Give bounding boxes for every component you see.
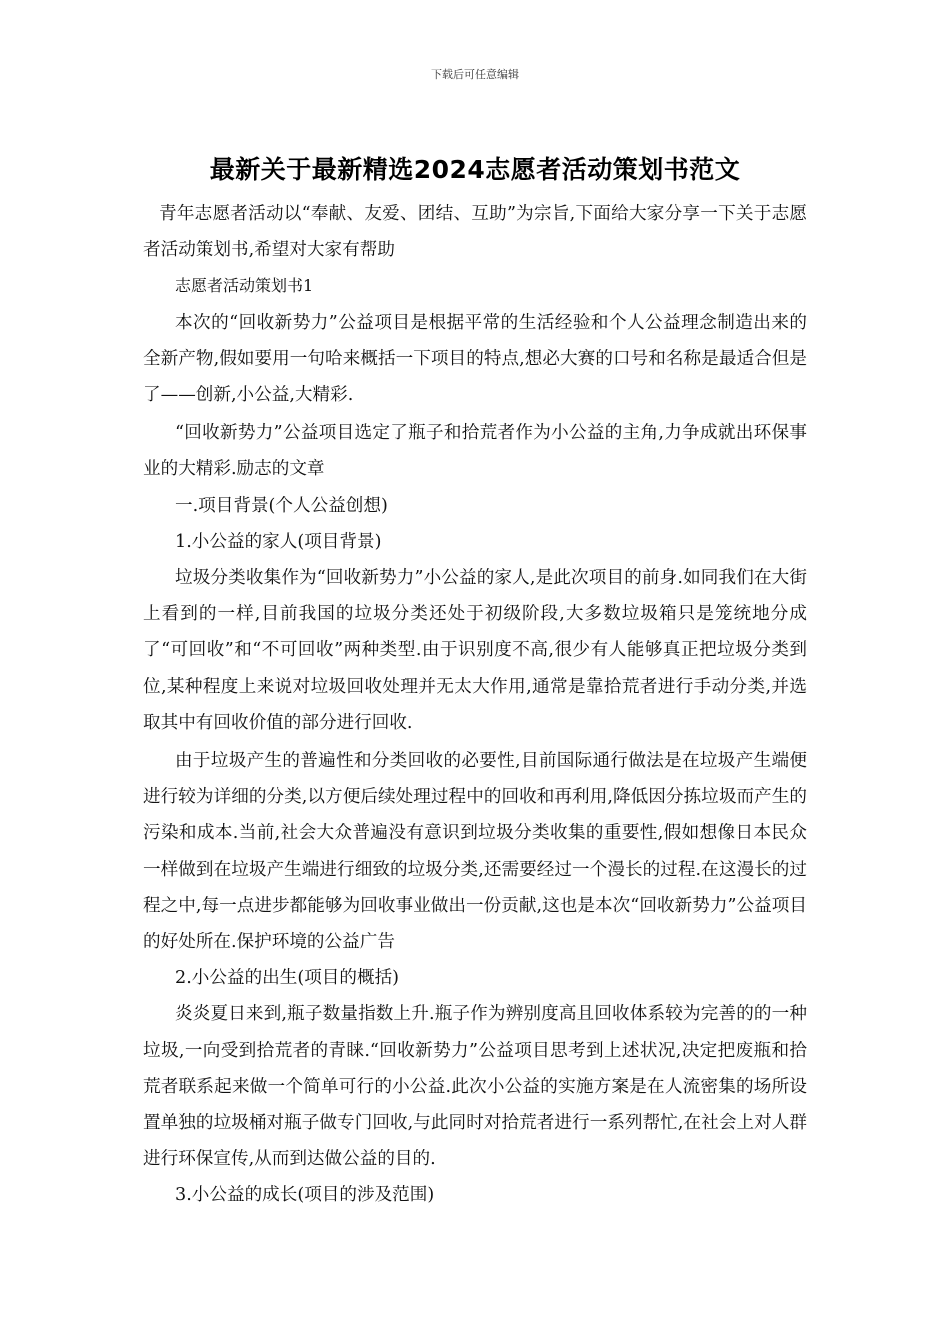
body-paragraph: “回收新势力”公益项目选定了瓶子和拾荒者作为小公益的主角,力争成就出环保事业的大精彩.励志的文章 bbox=[143, 423, 807, 480]
subsection-heading: 2.小公益的出生(项目的概括) bbox=[175, 968, 400, 989]
body-paragraph: 炎炎夏日来到,瓶子数量指数上升.瓶子作为辨别度高且回收体系较为完善的的一种垃圾,一向受到拾荒者的青睐.“回收新势力”公益项目思考到上述状况,决定把废瓶和拾荒者联系起来做一个简单可行的小公益.此次小公益的实施方案是在人流密集的场所设置单独的垃圾桶对瓶子做专门回收,与此同时对拾荒者进行一系列帮忙,在社会上对人群进行环保宣传,从而到达做公益的目的. bbox=[143, 1004, 807, 1170]
body-paragraph: 本次的“回收新势力”公益项目是根据平常的生活经验和个人公益理念制造出来的全新产物,假如要用一句哈来概括一下项目的特点,想必大赛的口号和名称是最适合但是了——创新,小公益,大精彩. bbox=[143, 312, 807, 406]
document-title: 最新关于最新精选2024志愿者活动策划书范文 bbox=[209, 155, 741, 184]
body-paragraph: 由于垃圾产生的普遍性和分类回收的必要性,目前国际通行做法是在垃圾产生端便进行较为详细的分类,以方便后续处理过程中的回收和再利用,降低因分拣垃圾而产生的污染和成本.当前,社会大众普遍没有意识到垃圾分类收集的重要性,假如想像日本民众一样做到在垃圾产生端进行细致的垃圾分类,还需要经过一个漫长的过程.在这漫长的过程之中,每一点进步都能够为回收事业做出一份贡献,这也是本次“回收新势力”公益项目的好处所在.保护环境的公益广告 bbox=[143, 751, 807, 953]
subsection-heading: 1.小公益的家人(项目背景) bbox=[175, 531, 382, 552]
section-heading: 志愿者活动策划书1 bbox=[175, 276, 314, 296]
header-note: 下载后可任意编辑 bbox=[431, 68, 519, 81]
subsection-heading: 3.小公益的成长(项目的涉及范围) bbox=[175, 1185, 435, 1206]
document-body bbox=[143, 196, 807, 1214]
section-heading: 一.项目背景(个人公益创想) bbox=[175, 495, 388, 516]
intro-paragraph: 青年志愿者活动以“奉献、友爱、团结、互助”为宗旨,下面给大家分享一下关于志愿者活动策划书,希望对大家有帮助 bbox=[143, 204, 807, 261]
body-paragraph: 垃圾分类收集作为“回收新势力”小公益的家人,是此次项目的前身.如同我们在大街上看到的一样,目前我国的垃圾分类还处于初级阶段,大多数垃圾箱只是笼统地分成了“可回收”和“不可回收”两种类型.由于识别度不高,很少有人能够真正把垃圾分类到位,某种程度上来说对垃圾回收处理并无太大作用,通常是靠拾荒者进行手动分类,并选取其中有回收价值的部分进行回收. bbox=[143, 568, 807, 733]
